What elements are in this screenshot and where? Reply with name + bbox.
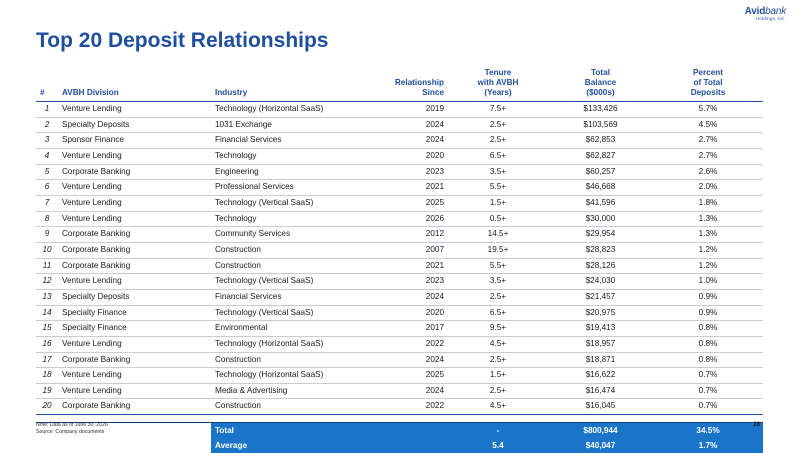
- average-balance: $40,047: [548, 438, 653, 453]
- footnote-note: Note: Data as of June 30, 2026: [36, 422, 108, 428]
- industry-cell: Environmental: [211, 321, 366, 337]
- row-number: 8: [36, 211, 58, 227]
- row-number: 10: [36, 242, 58, 258]
- company-logo: [745, 6, 786, 21]
- page-title: Top 20 Deposit Relationships: [36, 29, 329, 52]
- division-cell: Venture Lending: [58, 383, 211, 399]
- relationship-since-cell: 2024: [366, 383, 448, 399]
- relationship-since-cell: 2019: [366, 102, 448, 118]
- relationship-since-cell: 2022: [366, 336, 448, 352]
- row-number: 4: [36, 148, 58, 164]
- balance-cell: $20,975: [548, 305, 653, 321]
- total-percent: 34.5%: [653, 423, 763, 439]
- balance-cell: $133,426: [548, 102, 653, 118]
- relationship-since-cell: 2021: [366, 258, 448, 274]
- relationship-since-cell: 2024: [366, 117, 448, 133]
- tenure-cell: 5.5+: [448, 258, 548, 274]
- table-row: [36, 195, 763, 211]
- header-division: AVBH Division: [58, 68, 211, 102]
- industry-cell: Technology (Horizontal SaaS): [211, 336, 366, 352]
- division-cell: Specialty Deposits: [58, 117, 211, 133]
- tenure-cell: 2.5+: [448, 352, 548, 368]
- total-tenure: -: [448, 423, 548, 439]
- summary-spacer: [36, 415, 763, 423]
- tenure-cell: 1.5+: [448, 368, 548, 384]
- balance-cell: $16,045: [548, 399, 653, 415]
- table-header-row: [36, 68, 763, 102]
- header-percent-deposits: Percent of Total Deposits: [653, 68, 763, 102]
- relationship-since-cell: 2007: [366, 242, 448, 258]
- percent-cell: 0.9%: [653, 289, 763, 305]
- balance-cell: $29,954: [548, 227, 653, 243]
- industry-cell: Construction: [211, 258, 366, 274]
- row-number: 18: [36, 368, 58, 384]
- table-row: [36, 368, 763, 384]
- row-number: 7: [36, 195, 58, 211]
- tenure-cell: 3.5+: [448, 164, 548, 180]
- average-percent: 1.7%: [653, 438, 763, 453]
- balance-cell: $16,474: [548, 383, 653, 399]
- table-row: [36, 117, 763, 133]
- row-number: 1: [36, 102, 58, 118]
- industry-cell: Technology (Vertical SaaS): [211, 305, 366, 321]
- percent-cell: 1.8%: [653, 195, 763, 211]
- average-label: Average: [211, 438, 366, 453]
- relationship-since-cell: 2026: [366, 211, 448, 227]
- tenure-cell: 2.5+: [448, 383, 548, 399]
- row-number: 14: [36, 305, 58, 321]
- percent-cell: 1.3%: [653, 211, 763, 227]
- division-cell: Specialty Deposits: [58, 289, 211, 305]
- row-number: 17: [36, 352, 58, 368]
- table-row: [36, 289, 763, 305]
- row-number: 9: [36, 227, 58, 243]
- percent-cell: 5.7%: [653, 102, 763, 118]
- division-cell: Venture Lending: [58, 211, 211, 227]
- table-row: [36, 258, 763, 274]
- industry-cell: Professional Services: [211, 180, 366, 196]
- industry-cell: Construction: [211, 352, 366, 368]
- division-cell: Corporate Banking: [58, 164, 211, 180]
- percent-cell: 0.7%: [653, 368, 763, 384]
- division-cell: Venture Lending: [58, 195, 211, 211]
- percent-cell: 2.7%: [653, 148, 763, 164]
- row-number: 6: [36, 180, 58, 196]
- division-cell: Corporate Banking: [58, 258, 211, 274]
- balance-cell: $24,030: [548, 274, 653, 290]
- row-number: 5: [36, 164, 58, 180]
- industry-cell: Technology (Vertical SaaS): [211, 274, 366, 290]
- tenure-cell: 0.5+: [448, 211, 548, 227]
- tenure-cell: 4.5+: [448, 336, 548, 352]
- table-body: [36, 102, 763, 415]
- deposit-relationships-table: [36, 68, 763, 453]
- row-number: 2: [36, 117, 58, 133]
- division-cell: Venture Lending: [58, 148, 211, 164]
- percent-cell: 4.5%: [653, 117, 763, 133]
- relationship-since-cell: 2024: [366, 352, 448, 368]
- balance-cell: $18,871: [548, 352, 653, 368]
- tenure-cell: 7.5+: [448, 102, 548, 118]
- percent-cell: 2.7%: [653, 133, 763, 149]
- relationship-since-cell: 2025: [366, 368, 448, 384]
- tenure-cell: 6.5+: [448, 305, 548, 321]
- balance-cell: $28,823: [548, 242, 653, 258]
- tenure-cell: 14.5+: [448, 227, 548, 243]
- industry-cell: Technology (Vertical SaaS): [211, 195, 366, 211]
- industry-cell: Technology: [211, 211, 366, 227]
- relationship-since-cell: 2023: [366, 164, 448, 180]
- table-row: [36, 180, 763, 196]
- division-cell: Venture Lending: [58, 180, 211, 196]
- average-tenure: 5.4: [448, 438, 548, 453]
- percent-cell: 0.7%: [653, 399, 763, 415]
- percent-cell: 1.3%: [653, 227, 763, 243]
- balance-cell: $103,569: [548, 117, 653, 133]
- relationship-since-cell: 2022: [366, 399, 448, 415]
- tenure-cell: 6.5+: [448, 148, 548, 164]
- percent-cell: 0.9%: [653, 305, 763, 321]
- tenure-cell: 9.5+: [448, 321, 548, 337]
- footnotes: [36, 422, 108, 436]
- industry-cell: Financial Services: [211, 133, 366, 149]
- percent-cell: 0.8%: [653, 336, 763, 352]
- percent-cell: 1.0%: [653, 274, 763, 290]
- industry-cell: Financial Services: [211, 289, 366, 305]
- relationship-since-cell: 2020: [366, 305, 448, 321]
- table-row: [36, 399, 763, 415]
- balance-cell: $62,827: [548, 148, 653, 164]
- tenure-cell: 1.5+: [448, 195, 548, 211]
- balance-cell: $62,853: [548, 133, 653, 149]
- balance-cell: $18,957: [548, 336, 653, 352]
- header-total-balance: Total Balance ($000s): [548, 68, 653, 102]
- table-row: [36, 352, 763, 368]
- row-number: 11: [36, 258, 58, 274]
- header-num: #: [36, 68, 58, 102]
- division-cell: Specialty Finance: [58, 305, 211, 321]
- table-row: [36, 211, 763, 227]
- tenure-cell: 2.5+: [448, 117, 548, 133]
- header-industry: Industry: [211, 68, 366, 102]
- industry-cell: Technology (Horizontal SaaS): [211, 102, 366, 118]
- division-cell: Corporate Banking: [58, 227, 211, 243]
- relationship-since-cell: 2021: [366, 180, 448, 196]
- percent-cell: 1.2%: [653, 258, 763, 274]
- total-balance: $800,944: [548, 423, 653, 439]
- table-row: [36, 336, 763, 352]
- row-number: 19: [36, 383, 58, 399]
- tenure-cell: 3.5+: [448, 274, 548, 290]
- relationship-since-cell: 2020: [366, 148, 448, 164]
- balance-cell: $41,596: [548, 195, 653, 211]
- tenure-cell: 19.5+: [448, 242, 548, 258]
- table-row: [36, 133, 763, 149]
- industry-cell: 1031 Exchange: [211, 117, 366, 133]
- row-number: 3: [36, 133, 58, 149]
- industry-cell: Media & Advertising: [211, 383, 366, 399]
- relationship-since-cell: 2012: [366, 227, 448, 243]
- balance-cell: $19,413: [548, 321, 653, 337]
- balance-cell: $30,000: [548, 211, 653, 227]
- division-cell: Sponsor Finance: [58, 133, 211, 149]
- balance-cell: $60,257: [548, 164, 653, 180]
- percent-cell: 0.7%: [653, 383, 763, 399]
- table-row: [36, 164, 763, 180]
- relationship-since-cell: 2023: [366, 274, 448, 290]
- row-number: 13: [36, 289, 58, 305]
- industry-cell: Construction: [211, 242, 366, 258]
- division-cell: Venture Lending: [58, 274, 211, 290]
- balance-cell: $21,457: [548, 289, 653, 305]
- industry-cell: Technology: [211, 148, 366, 164]
- total-label: Total: [211, 423, 366, 439]
- row-number: 20: [36, 399, 58, 415]
- relationship-since-cell: 2017: [366, 321, 448, 337]
- logo-brand-light: bank: [765, 6, 786, 17]
- division-cell: Corporate Banking: [58, 399, 211, 415]
- tenure-cell: 2.5+: [448, 133, 548, 149]
- division-cell: Corporate Banking: [58, 352, 211, 368]
- average-row: [36, 438, 763, 453]
- total-row: [36, 423, 763, 439]
- division-cell: Corporate Banking: [58, 242, 211, 258]
- header-relationship-since: Relationship Since: [366, 68, 448, 102]
- table-row: [36, 242, 763, 258]
- industry-cell: Construction: [211, 399, 366, 415]
- logo-subtitle: Holdings, Inc.: [755, 16, 786, 21]
- relationship-since-cell: 2025: [366, 195, 448, 211]
- table-row: [36, 148, 763, 164]
- row-number: 12: [36, 274, 58, 290]
- footnote-source: Source: Company documents: [36, 429, 105, 435]
- industry-cell: Engineering: [211, 164, 366, 180]
- relationship-since-cell: 2024: [366, 133, 448, 149]
- percent-cell: 2.0%: [653, 180, 763, 196]
- table-row: [36, 102, 763, 118]
- row-number: 15: [36, 321, 58, 337]
- percent-cell: 1.2%: [653, 242, 763, 258]
- table-row: [36, 383, 763, 399]
- division-cell: Specialty Finance: [58, 321, 211, 337]
- division-cell: Venture Lending: [58, 102, 211, 118]
- percent-cell: 0.8%: [653, 352, 763, 368]
- table-row: [36, 321, 763, 337]
- percent-cell: 0.8%: [653, 321, 763, 337]
- table-row: [36, 305, 763, 321]
- balance-cell: $46,668: [548, 180, 653, 196]
- industry-cell: Technology (Horizontal SaaS): [211, 368, 366, 384]
- balance-cell: $28,126: [548, 258, 653, 274]
- balance-cell: $16,622: [548, 368, 653, 384]
- division-cell: Venture Lending: [58, 368, 211, 384]
- tenure-cell: 5.5+: [448, 180, 548, 196]
- row-number: 16: [36, 336, 58, 352]
- industry-cell: Community Services: [211, 227, 366, 243]
- tenure-cell: 2.5+: [448, 289, 548, 305]
- percent-cell: 2.6%: [653, 164, 763, 180]
- division-cell: Venture Lending: [58, 336, 211, 352]
- tenure-cell: 4.5+: [448, 399, 548, 415]
- logo-brand-bold: Avid: [744, 6, 766, 17]
- page-number: 28: [753, 422, 760, 428]
- relationship-since-cell: 2024: [366, 289, 448, 305]
- header-tenure: Tenure with AVBH (Years): [448, 68, 548, 102]
- table-row: [36, 227, 763, 243]
- table-row: [36, 274, 763, 290]
